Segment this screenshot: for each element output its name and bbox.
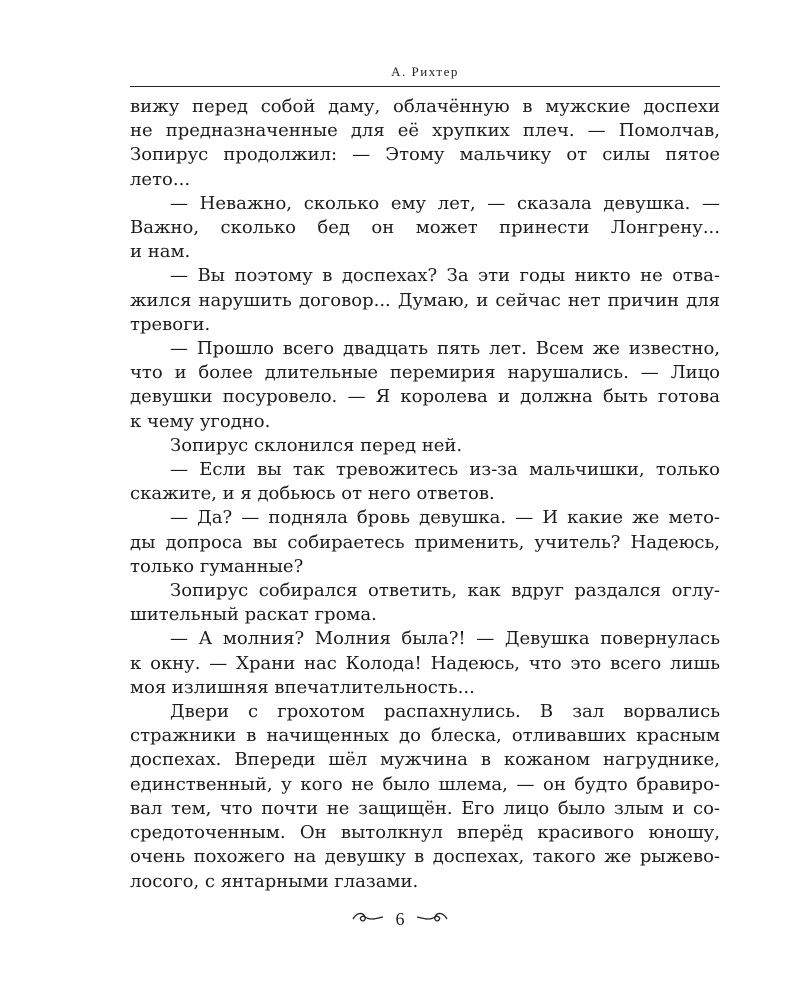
text-line: и нам.: [130, 241, 191, 263]
text-line: — Если вы так тревожитесь из-за мальчишки, только: [170, 459, 720, 481]
text-line: только гуманные?: [130, 555, 304, 577]
text-line: Важно, сколько бед он может принести Лонгрену...: [130, 217, 720, 239]
left-flourish-icon: [351, 909, 385, 930]
text-line: стражники в начищенных до блеска, отливавших красным: [130, 725, 720, 747]
body-text: [130, 95, 720, 894]
text-line: — Да? — подняла бровь девушка. — И какие же мето-: [170, 507, 720, 529]
text-line: — Прошло всего двадцать пять лет. Всем же известно,: [170, 338, 720, 360]
text-line: очень похожего на девушку в доспехах, такого же рыжево-: [130, 846, 720, 868]
text-line: средоточенным. Он вытолкнул вперёд красивого юношу,: [130, 822, 720, 844]
text-line: к чему угодно.: [130, 410, 271, 432]
page-folio: [0, 908, 800, 930]
text-line: к окну. — Храни нас Колода! Надеюсь, что это всего лишь: [130, 652, 720, 674]
text-line: шительный раскат грома.: [130, 604, 377, 626]
text-line: лосого, с янтарными глазами.: [130, 870, 419, 892]
text-line: Зопирус продолжил: — Этому мальчику от силы пятое: [130, 144, 720, 166]
right-flourish-icon: [415, 909, 449, 930]
text-line: вал тем, что почти не защищён. Его лицо было злым и со-: [130, 797, 720, 819]
text-line: — Неважно, сколько ему лет, — сказала девушка. —: [170, 192, 720, 214]
header-rule: [130, 86, 720, 87]
text-line: не предназначенные для её хрупких плеч. — Помолчав,: [130, 120, 720, 142]
text-line: Двери с грохотом распахнулись. В зал ворвались: [170, 701, 720, 723]
text-line: моя излишняя впечатлительность...: [130, 676, 475, 698]
text-line: что и более длительные перемирия нарушались. — Лицо: [130, 362, 720, 384]
text-line: Зопирус собирался ответить, как вдруг раздался оглу-: [170, 580, 720, 602]
page-number: 6: [395, 909, 405, 930]
text-line: — Вы поэтому в доспехах? За эти годы никто не отва-: [170, 265, 720, 287]
text-line: тревоги.: [130, 313, 211, 335]
text-line: жился нарушить договор... Думаю, и сейчас нет причин для: [130, 289, 720, 311]
text-line: скажите, и я добьюсь от него ответов.: [130, 483, 495, 505]
text-line: доспехах. Впереди шёл мужчина в кожаном нагруднике,: [130, 749, 720, 771]
text-line: единственный, у кого не было шлема, — он будто бравиро-: [130, 773, 720, 795]
running-head: А. Рихтер: [391, 64, 459, 79]
text-line: вижу перед собой даму, облачённую в мужские доспехи: [130, 96, 720, 117]
text-line: девушки посуровело. — Я королева и должна быть готова: [130, 386, 720, 408]
text-line: Зопирус склонился перед ней.: [170, 434, 463, 456]
text-line: лето...: [130, 168, 191, 190]
text-line: — А молния? Молния была?! — Девушка повернулась: [170, 628, 720, 650]
text-line: ды допроса вы собираетесь применить, учитель? Надеюсь,: [130, 531, 720, 553]
